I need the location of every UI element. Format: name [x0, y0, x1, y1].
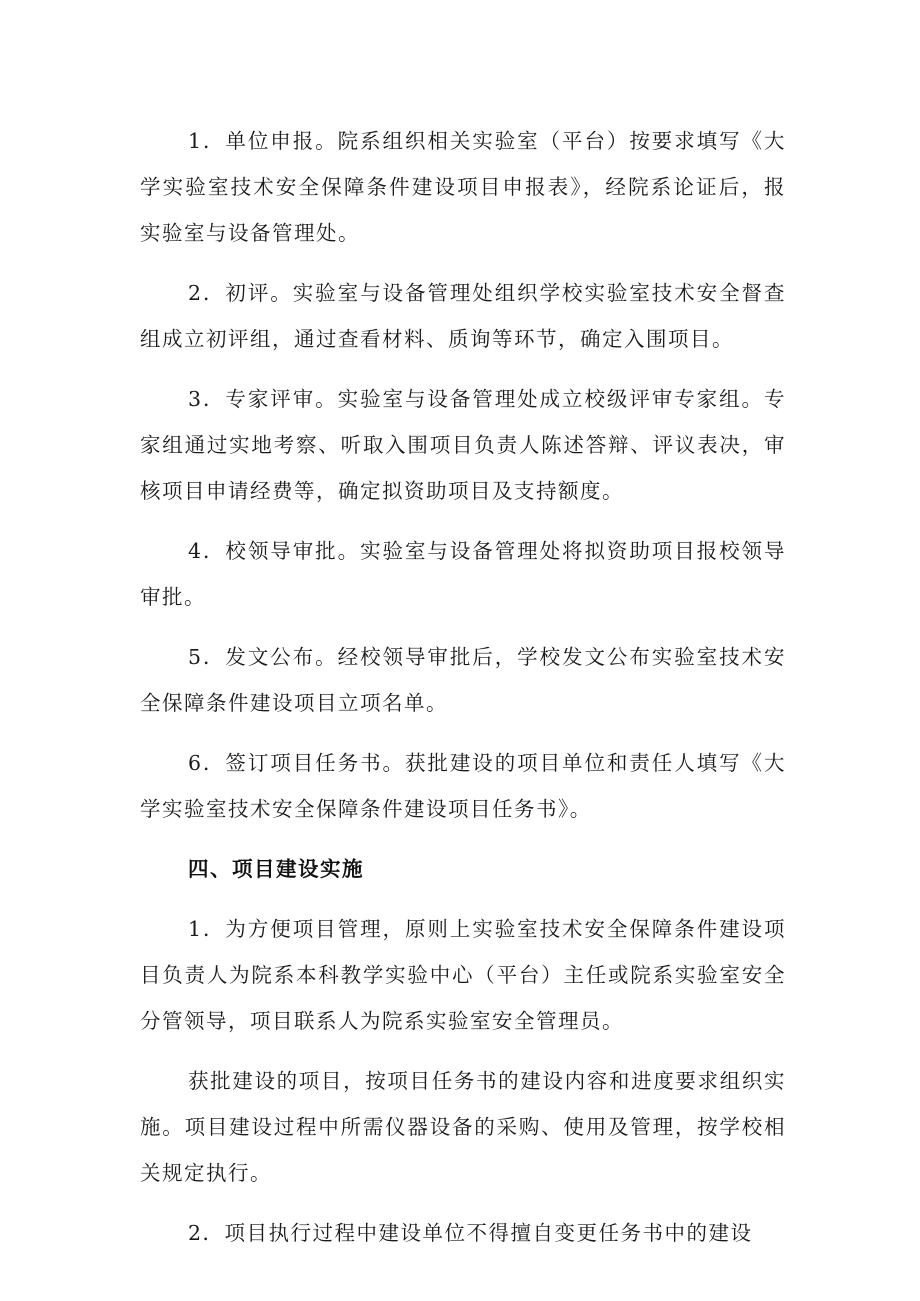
- paragraph-task-book: 6．签订项目任务书。获批建设的项目单位和责任人填写《大学实验室技术安全保障条件建设项目任务书》。: [140, 751, 786, 821]
- paragraph-no-unauthorized-changes: 2．项目执行过程中建设单位不得擅自变更任务书中的建设: [188, 1221, 753, 1245]
- section-heading-implementation: 四、项目建设实施: [188, 857, 364, 881]
- document-body: [140, 118, 786, 1270]
- paragraph-unit-application: 1．单位申报。院系组织相关实验室（平台）按要求填写《大学实验室技术安全保障条件建设项目申报表》，经院系论证后，报实验室与设备管理处。: [140, 129, 786, 245]
- paragraph-implementation-requirements: 获批建设的项目，按项目任务书的建设内容和进度要求组织实施。项目建设过程中所需仪器设备的采购、使用及管理，按学校相关规定执行。: [140, 1069, 786, 1185]
- paragraph-preliminary-review: 2．初评。实验室与设备管理处组织学校实验室技术安全督查组成立初评组，通过查看材料、质询等环节，确定入围项目。: [140, 281, 786, 351]
- paragraph-project-management: 1．为方便项目管理，原则上实验室技术安全保障条件建设项目负责人为院系本科教学实验中心（平台）主任或院系实验室安全分管领导，项目联系人为院系实验室安全管理员。: [140, 917, 786, 1033]
- paragraph-announcement: 5．发文公布。经校领导审批后，学校发文公布实验室技术安全保障条件建设项目立项名单。: [140, 645, 786, 715]
- paragraph-expert-review: 3．专家评审。实验室与设备管理处成立校级评审专家组。专家组通过实地考察、听取入围项目负责人陈述答辩、评议表决，审核项目申请经费等，确定拟资助项目及支持额度。: [140, 387, 786, 503]
- paragraph-leadership-approval: 4．校领导审批。实验室与设备管理处将拟资助项目报校领导审批。: [140, 539, 786, 609]
